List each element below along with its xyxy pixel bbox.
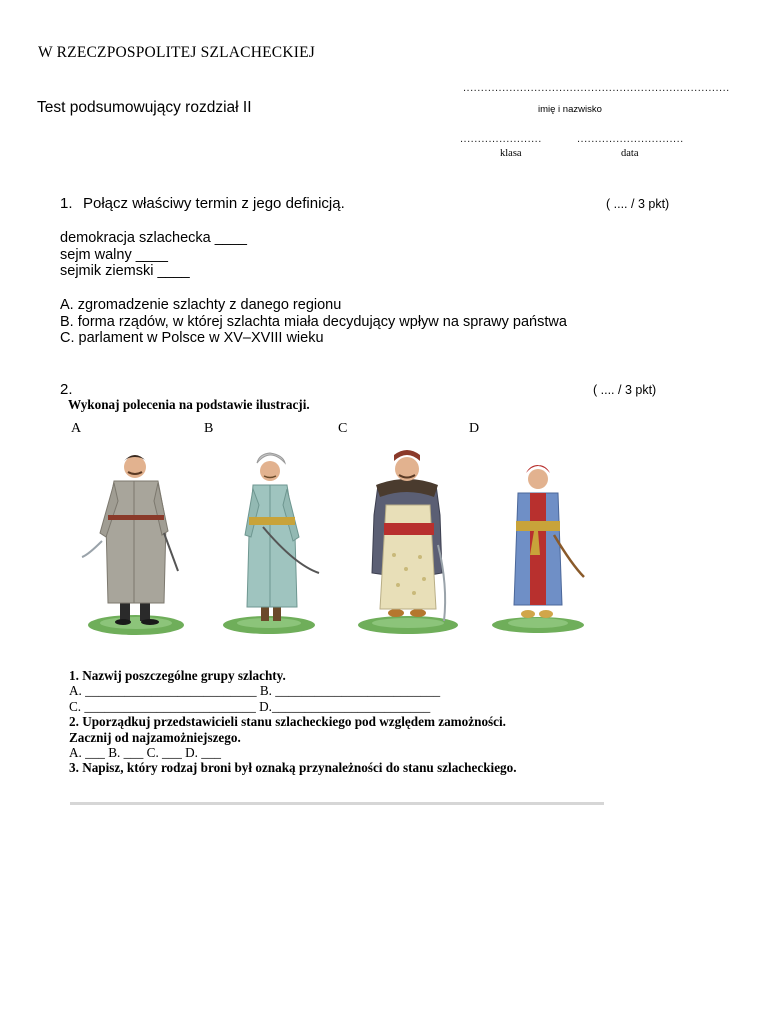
q1-definition: A. zgromadzenie szlachty z danego regionu bbox=[60, 297, 342, 313]
q2-task2: 2. Uporządkuj przedstawicieli stanu szlacheckiego pod względem zamożności. bbox=[69, 714, 506, 730]
figure-d-illustration bbox=[484, 445, 596, 637]
q2-points: ( .... / 3 pkt) bbox=[593, 383, 657, 397]
q2-tasks bbox=[69, 668, 517, 776]
figure-b-illustration bbox=[215, 445, 327, 637]
q1-definitions bbox=[60, 297, 567, 347]
q2-task1: 1. Nazwij poszczególne grupy szlachty. bbox=[69, 668, 286, 683]
q2-task1-line-cd[interactable]: C. __________________________ D.________________________ bbox=[69, 698, 431, 714]
q2-task1-line-ab[interactable]: A. __________________________ B. _________________________ bbox=[69, 683, 441, 699]
q1-term: sejm walny ____ bbox=[60, 246, 168, 263]
date-field-label: data bbox=[621, 148, 639, 159]
q1-number: 1. bbox=[60, 195, 73, 212]
q1-term: sejmik ziemski ____ bbox=[60, 263, 190, 280]
q2-task2-note: Zacznij od najzamożniejszego. bbox=[69, 729, 241, 745]
figure-letter-c: C bbox=[338, 421, 348, 436]
q1-points: ( .... / 3 pkt) bbox=[606, 197, 670, 211]
q1-definition: B. forma rządów, w której szlachta miała decydujący wpływ na sprawy państwa bbox=[60, 313, 567, 330]
q2-number: 2. bbox=[60, 381, 73, 398]
answer-line[interactable] bbox=[70, 802, 604, 805]
class-field-label: klasa bbox=[500, 148, 522, 159]
figure-a-illustration bbox=[78, 445, 190, 637]
q1-terms bbox=[60, 230, 247, 280]
name-field-dots[interactable]: ........................................................................... bbox=[463, 82, 730, 94]
page-title: W RZECZPOSPOLITEJ SZLACHECKIEJ bbox=[38, 44, 315, 61]
date-field-dots[interactable]: .............................. bbox=[577, 133, 684, 145]
figure-letter-a: A bbox=[71, 421, 82, 436]
q1-prompt: Połącz właściwy termin z jego definicją. bbox=[83, 195, 345, 212]
q2-task3: 3. Napisz, który rodzaj broni był oznaką przynależności do stanu szlacheckiego. bbox=[69, 760, 517, 776]
name-field-label: imię i nazwisko bbox=[538, 104, 602, 115]
figure-letter-b: B bbox=[204, 421, 214, 436]
page-subtitle: Test podsumowujący rozdział II bbox=[37, 99, 252, 116]
q2-instruction: Wykonaj polecenia na podstawie ilustracji. bbox=[68, 397, 310, 412]
q1-definition: C. parlament w Polsce w XV–XVIII wieku bbox=[60, 330, 324, 347]
figure-letter-d: D bbox=[469, 421, 480, 436]
figure-c-illustration bbox=[350, 445, 470, 637]
class-field-dots[interactable]: ....................... bbox=[460, 133, 542, 145]
q2-task2-line[interactable]: A. ___ B. ___ C. ___ D. ___ bbox=[69, 745, 222, 761]
q1-term: demokracja szlachecka ____ bbox=[60, 230, 247, 246]
